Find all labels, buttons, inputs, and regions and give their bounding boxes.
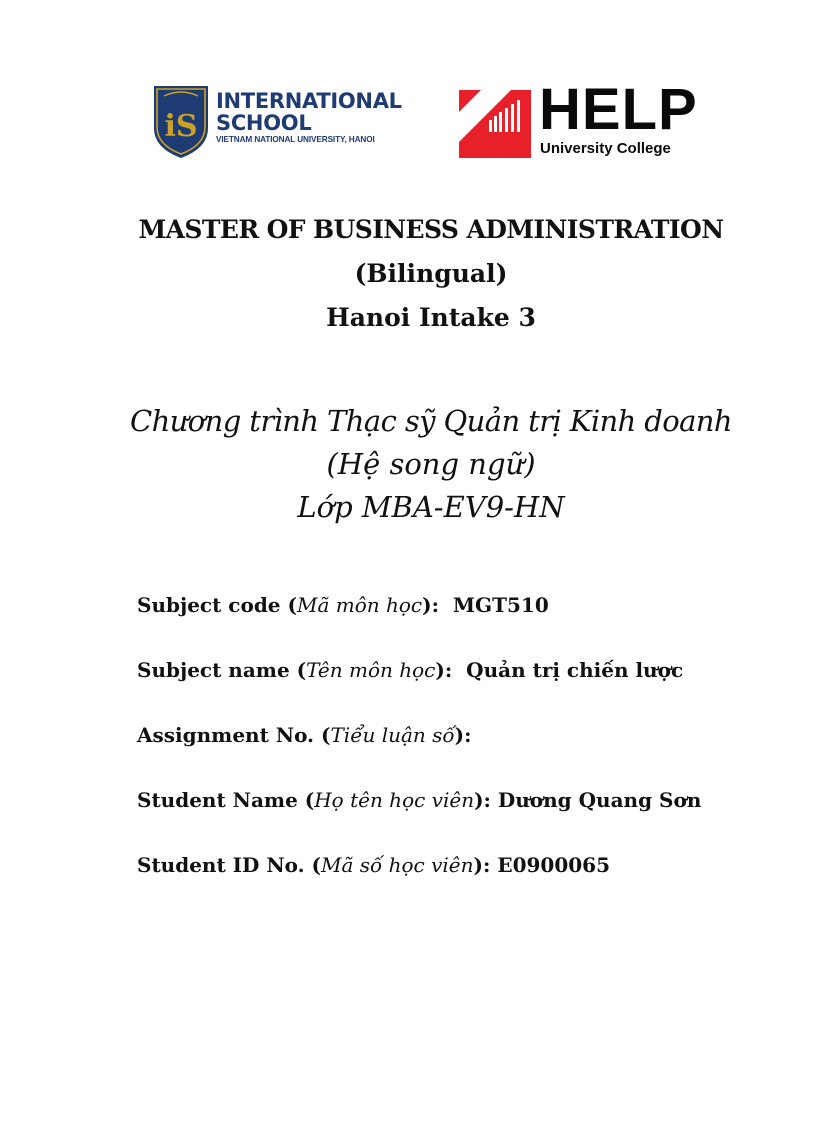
subject-name-row: Subject name (Tên môn học): Quản trị chiến lược xyxy=(137,658,684,682)
student-id-value: E0900065 xyxy=(497,853,610,877)
assignment-no-row: Assignment No. (Tiểu luận số): xyxy=(137,723,472,747)
student-name-row: Student Name (Họ tên học viên): Dương Quang Sơn xyxy=(137,788,702,812)
subject-code-value: MGT510 xyxy=(452,593,549,617)
help-subtitle: University College xyxy=(540,140,671,157)
international-school-logo xyxy=(152,82,410,162)
program-title: MASTER OF BUSINESS ADMINISTRATION xyxy=(138,215,724,244)
international-school-line3: VIETNAM NATIONAL UNIVERSITY, HANOI xyxy=(216,135,375,144)
student-id-row: Student ID No. (Mã số học viên): E0900065 xyxy=(137,853,610,877)
international-school-line1: INTERNATIONAL xyxy=(216,89,402,113)
help-logo-mark-icon xyxy=(459,90,531,158)
intake: Hanoi Intake 3 xyxy=(326,303,536,332)
vn-class: Lớp MBA-EV9-HN xyxy=(297,490,565,524)
program-mode: (Bilingual) xyxy=(354,259,508,288)
vietnamese-title-block xyxy=(0,400,816,529)
svg-text:iS: iS xyxy=(164,109,198,144)
vn-program-title: Chương trình Thạc sỹ Quản trị Kinh doanh xyxy=(130,404,732,438)
international-school-line2: SCHOOL xyxy=(216,111,312,135)
vn-program-mode: (Hệ song ngữ) xyxy=(326,447,536,481)
subject-name-value: Quản trị chiến lược xyxy=(466,658,684,682)
assignment-info xyxy=(137,590,777,915)
help-wordmark: HELP xyxy=(539,77,698,142)
subject-code-row: Subject code (Mã môn học): MGT510 xyxy=(137,593,549,617)
help-university-logo xyxy=(459,77,715,160)
student-name-value: Dương Quang Sơn xyxy=(497,788,702,812)
title-block xyxy=(0,208,816,340)
international-school-shield-icon xyxy=(152,82,210,160)
